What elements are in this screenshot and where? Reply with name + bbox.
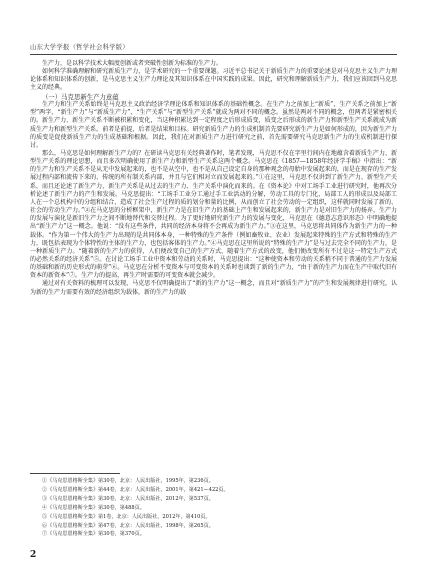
section-heading: （一）马克思新生产力意蕴 <box>42 92 119 101</box>
footnote: ③《马克思恩格斯全集》第30卷，北京：人民出版社，2012年，第537页。 <box>42 495 214 502</box>
footnote-divider <box>30 473 120 474</box>
paragraph: 如何科学准确理解和研究新质生产力，是学术研究的一个重要课题。习近平总书记关于新质生产力的重要论述是对马克思主义生产力理论体系和知识体系的创新，是马克思主义生产力理论及其知识体系在中国实践的成果。因此，研究和理解新质生产力，我们应该回到马克思主义的经典。 <box>30 68 397 92</box>
page-number: 2 <box>30 550 37 560</box>
paragraph: 生产力，是以科学技术大幅度创新或者突破性创新为标准的生产力。 <box>42 60 223 67</box>
article-body <box>30 60 397 297</box>
footnote: ⑤《马克思恩格斯全集》第1卷，北京：人民出版社，2012年，第410页。 <box>42 513 211 520</box>
footnote: ⑥《马克思恩格斯全集》第47卷，北京：人民出版社，1998年，第265页。 <box>42 522 214 529</box>
running-header: 山东大学学报（哲学社会科学版） <box>30 42 397 55</box>
footnote: ①《马克思恩格斯全集》第30卷，北京：人民出版社，1995年，第236页。 <box>42 478 214 484</box>
footnote: ④《马克思恩格斯全集》第30卷，第488页。 <box>42 504 145 511</box>
paragraph: 通过对有关资料的梳理可以发现，马克思不仅明确提出了“新的生产力”这一概念，而且对“新质生产力”的产生和发展规律进行研究，认为新的生产力需要有效的经济组织为载体，新的生产力的载 <box>30 280 397 296</box>
footnote: ②《马克思恩格斯全集》第44卷，北京：人民出版社，2001年，第421—422页。 <box>42 486 229 493</box>
paragraph: 生产力和生产关系始终是马克思主义政治经济学理论体系和知识体系的基础性概念。在生产力之前加上“新质”，生产关系之前加上“新型”两字，“新生产力”与“新质生产力”、“生产关系”与“新型生产关系”就成为两对不同的概念。虽然是两对不同的概念，但两者是紧密相关的。新生产力、新生产关系不断被积累和变化，当这种积累达到一定程度之后形成质变，质变之后形成的新生产力和新型生产关系就成为新质生产力和新型生产关系。前者是前提，后者是结果和目标。研究新质生产力的生成机制首先要研究新生产力是如何形成的，因为新生产力的质变是促使新质生产力的生成基础和根据。因此，我们在对新质生产力进行研究之前，首先需要研究马克思新生产力的生成机制进行探讨。 <box>30 101 397 149</box>
paragraph: 那么，马克思是如何理解新生产力的？在研读马克思有关经典著作时，笔者发现，马克思不仅在字里行间内在地蕴含着新质生产力、新型生产关系的理论思想，而且多次明确使用了新生产力和新型生产关系这两个概念。马克思在《1857—1858年经济学手稿》中指出：“新的生产力和生产关系不是从无中发展起来的，也不是从空中，也不是从自己设定自身的那种观念的母胎中发展起来的，而是在现存的生产发展过程内部和流传下来的、传统的所有制关系内部，并且与它们相对立而发展起来的。”①在这里，马克思不仅讲到了新生产力、新型生产关系，而且还论述了新生产力、新生产关系是从过去的生产力、生产关系中演化而来的。在《资本论》中对工场手工业进行研究时，他再次分析论述了新生产力的产生和发展。马克思提出：“工场手工业分工通过手工业活动的分解，劳动工具的专门化，局部工人的形成以及局部工人在一个总机构中的分组和结合，造成了社会生产过程的质的划分和量的比例，从而创立了社会劳动的一定组织，这样就同时发展了新的、社会的劳动生产力。”②在马克思的分析框架中，新生产力是在旧生产力的基础上产生和发展起来的，新生产力是对旧生产力的扬弃，生产力的发展与演化是新旧生产力之间不断地替代和交替过程。为了更好地研究新生产力的发展与变化，马克思在《德意志意识形态》中明确地提出“新生产力”这一概念。他说：“没有这些条件，共同的经济本身将不会再成为新生产力。”③在这里，马克思将共同体作为新生产力的一种载体。“作为第一个伟大的生产力出现的是共同体本身，一种特殊的生产条件（例如畜牧业、农业）发展起来特殊的生产方式和特殊的生产力，既包括表现为个体特性的主体的生产力，也包括客体的生产力。”④马克思在这里所说的“特殊的生产力”是与过去完全不同的生产力，是一种新质生产力。“随着新的生产力的获得，人们便改变自己的生产方式，随着生产方式的改变，他们便改变所有不过是这一特定生产方式的必然关系的经济关系”⑤。在讨论工场手工业中资本和劳动的关系时，马克思提出：“这种使资本和劳动的关系稍不同于普通的生产力发展的基础和新的历史形式的萌芽”⑥。马克思在分析不变资本与可变资本的关系时也谈到了新的生产力，“由于新的生产力而在生产中取代旧有资本的新资本”⑦。生产力的提高，再生产时需要的可变资本就会减少。 <box>30 149 397 280</box>
footnote: ⑦《马克思恩格斯全集》第30卷，第370页。 <box>42 531 145 538</box>
footnotes <box>30 477 397 539</box>
